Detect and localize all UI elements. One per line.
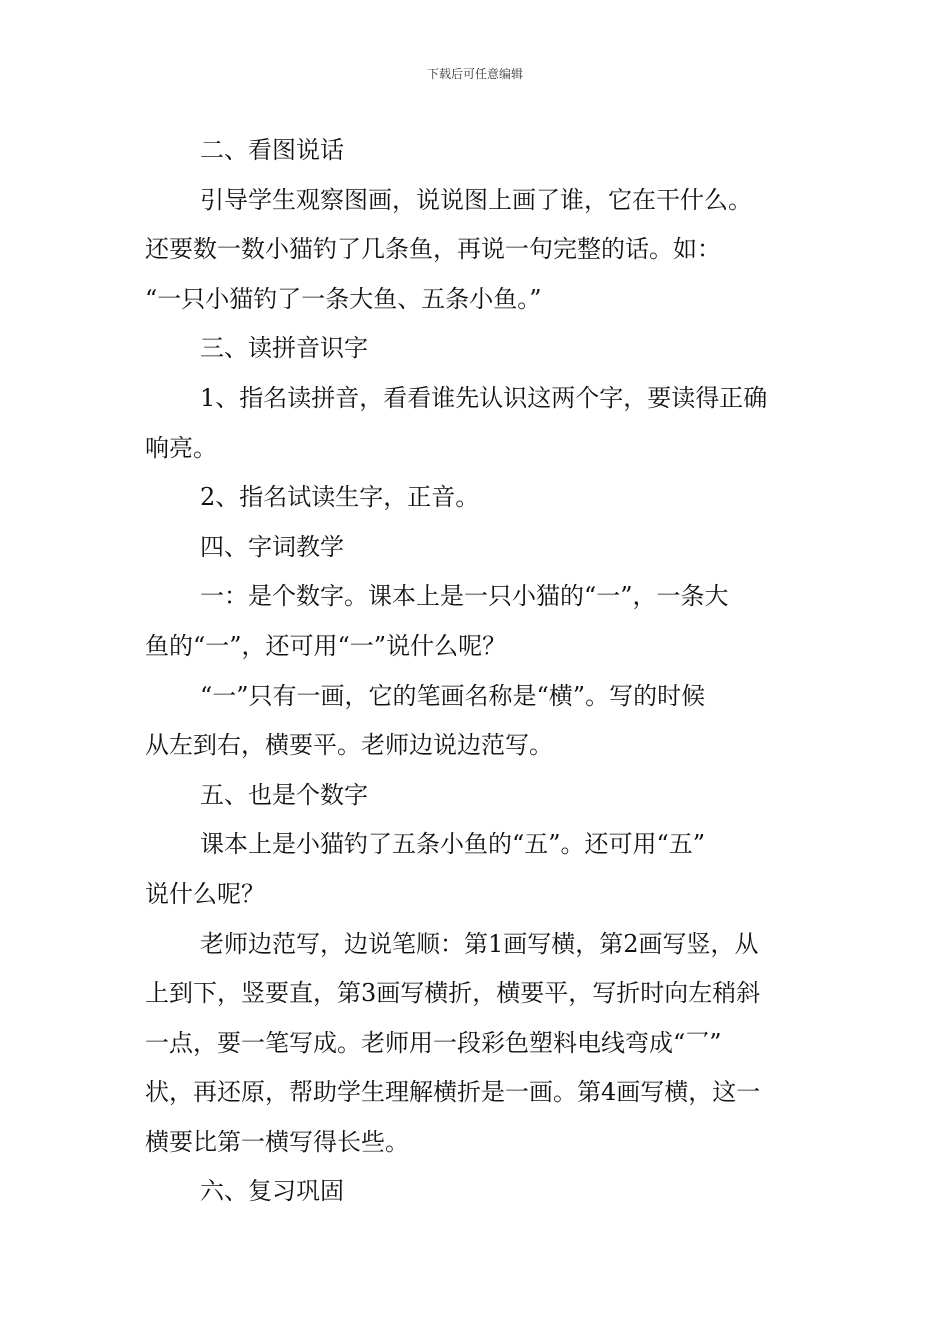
section-heading-6 <box>145 1167 807 1217</box>
text-line: 鱼的“一”，还可用“一”说什么呢？ <box>145 631 507 660</box>
paragraph <box>145 920 807 1168</box>
text-line: 三、读拼音识字 <box>200 334 368 363</box>
text-line: 状，再还原，帮助学生理解横折是一画。第4画写横，这一 <box>145 1078 761 1107</box>
text-line: 2、指名试读生字，正音。 <box>200 483 480 512</box>
text-line: 一点，要一笔写成。老师用一段彩色塑料电线弯成“乛” <box>145 1028 722 1057</box>
text-line: 还要数一数小猫钓了几条鱼，再说一句完整的话。如： <box>145 235 721 264</box>
text-line: 五、也是个数字 <box>200 780 368 809</box>
section-heading-3 <box>145 324 807 374</box>
text-line: 四、字词教学 <box>200 532 344 561</box>
paragraph <box>145 672 807 771</box>
text-line: 引导学生观察图画，说说图上画了谁，它在干什么。 <box>200 185 752 214</box>
text-line: 一：是个数字。课本上是一只小猫的“一”，一条大 <box>200 582 729 611</box>
paragraph <box>145 820 807 919</box>
text-line: 上到下，竖要直，第3画写横折，横要平，写折时向左稍斜 <box>145 979 761 1008</box>
text-line: 说什么呢？ <box>145 879 265 908</box>
text-line: “一只小猫钓了一条大鱼、五条小鱼。” <box>145 284 542 313</box>
section-heading-5 <box>145 771 807 821</box>
text-line: 响亮。 <box>145 433 217 462</box>
paragraph <box>145 374 807 473</box>
text-line: 1、指名读拼音，看看谁先认识这两个字，要读得正确 <box>200 383 768 412</box>
paragraph <box>145 473 807 523</box>
text-line: “一”只有一画，它的笔画名称是“横”。写的时候 <box>200 681 706 710</box>
section-heading-4 <box>145 523 807 573</box>
text-line: 二、看图说话 <box>200 136 344 164</box>
paragraph <box>145 176 807 325</box>
text-line: 课本上是小猫钓了五条小鱼的“五”。还可用“五” <box>200 830 706 859</box>
text-line: 六、复习巩固 <box>200 1177 344 1206</box>
text-line: 从左到右，横要平。老师边说边范写。 <box>145 731 553 760</box>
paragraph <box>145 572 807 671</box>
text-line: 老师边范写，边说笔顺：第1画写横，第2画写竖，从 <box>200 929 759 958</box>
document-body <box>145 126 807 1217</box>
section-heading-2 <box>145 126 807 176</box>
text-line: 横要比第一横写得长些。 <box>145 1127 409 1156</box>
page-header: 下载后可任意编辑 <box>426 67 523 81</box>
